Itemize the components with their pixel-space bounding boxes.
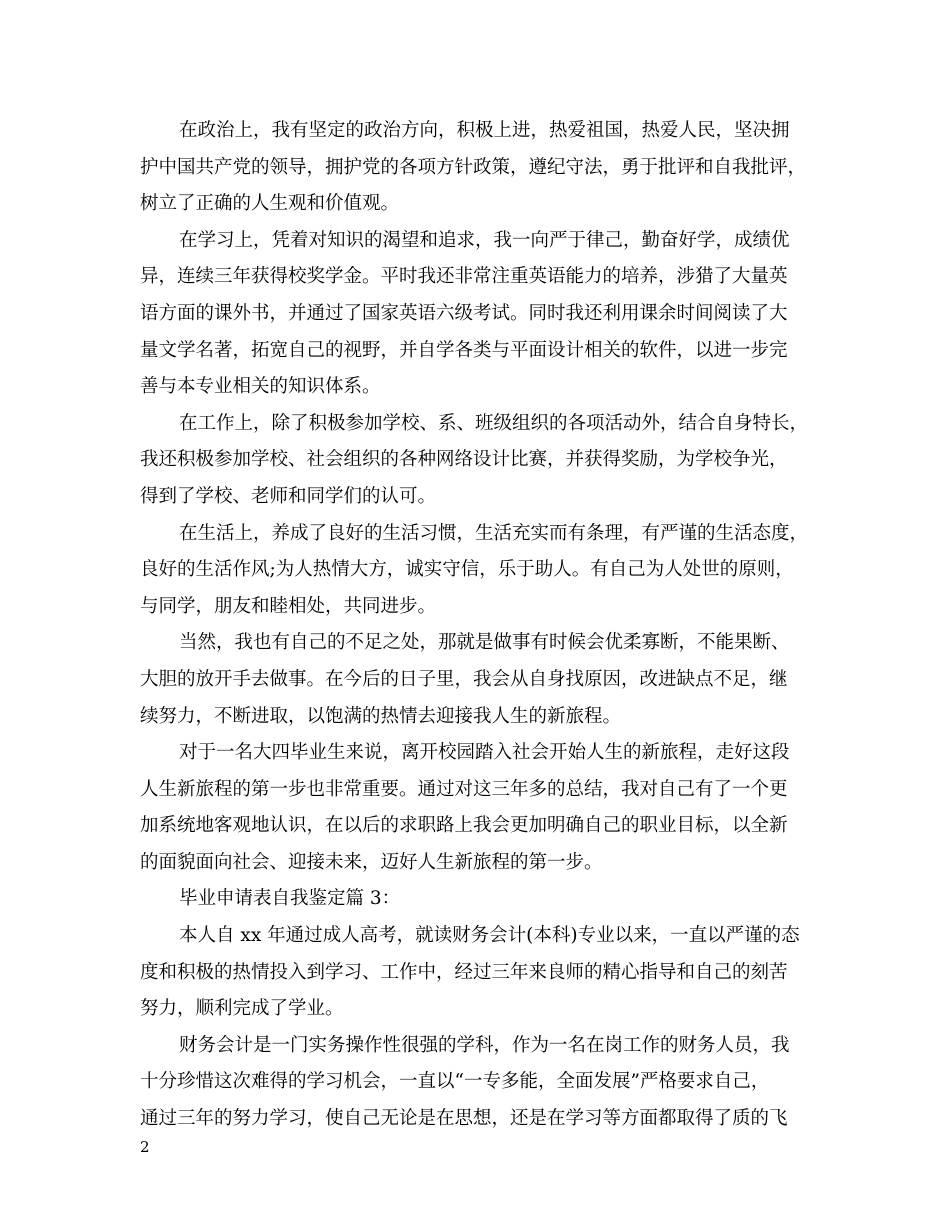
paragraph-line: 量文学名著，拓宽自己的视野，并自学各类与平面设计相关的软件，以进一步完 (140, 339, 788, 361)
paragraph-line: 善与本专业相关的知识体系。 (140, 376, 381, 398)
paragraph-line: 在学习上，凭着对知识的渴望和追求，我一向严于律己，勤奋好学，成绩优 (179, 229, 790, 251)
paragraph-line: 十分珍惜这次难得的学习机会，一直以“一专多能，全面发展”严格要求自己， (140, 1071, 770, 1093)
paragraph-line: 续努力，不断进取，以饱满的热情去迎接我人生的新旅程。 (140, 705, 622, 727)
paragraph-line: 本人自 xx 年通过成人高考，就读财务会计(本科)专业以来，一直以严谨的态 (179, 925, 800, 947)
paragraph-line: 的面貌面向社会、迎接未来，迈好人生新旅程的第一步。 (140, 851, 603, 873)
paragraph-line: 在工作上，除了积极参加学校、系、班级组织的各项活动外，结合自身特长， (179, 412, 809, 434)
paragraph-line: 大胆的放开手去做事。在今后的日子里，我会从自身找原因，改进缺点不足，继 (140, 668, 788, 690)
paragraph-line: 努力，顺利完成了学业。 (140, 998, 344, 1020)
paragraph-line: 得到了学校、老师和同学们的认可。 (140, 485, 437, 507)
paragraph-line: 树立了正确的人生观和价值观。 (140, 193, 400, 215)
paragraph-line: 良好的生活作风;为人热情大方，诚实守信，乐于助人。有自己为人处世的原则， (140, 559, 794, 581)
document-body (140, 113, 830, 1138)
paragraph-line: 加系统地客观地认识，在以后的求职路上我会更加明确自己的职业目标，以全新 (140, 815, 788, 837)
paragraph-line: 财务会计是一门实务操作性很强的学科，作为一名在岗工作的财务人员，我 (179, 1034, 790, 1056)
paragraph-line: 护中国共产党的领导，拥护党的各项方针政策，遵纪守法，勇于批评和自我批评， (140, 156, 807, 178)
section-heading: 毕业申请表自我鉴定篇 3： (179, 888, 401, 910)
paragraph-line: 语方面的课外书，并通过了国家英语六级考试。同时我还利用课余时间阅读了大 (140, 302, 788, 324)
paragraph-line: 与同学，朋友和睦相处，共同进步。 (140, 595, 437, 617)
paragraph-line: 度和积极的热情投入到学习、工作中，经过三年来良师的精心指导和自己的刻苦 (140, 961, 788, 983)
paragraph-line: 通过三年的努力学习，使自己无论是在思想，还是在学习等方面都取得了质的飞 (140, 1108, 788, 1130)
paragraph-line: 人生新旅程的第一步也非常重要。通过对这三年多的总结，我对自己有了一个更 (140, 778, 788, 800)
paragraph-line: 对于一名大四毕业生来说，离开校园踏入社会开始人生的新旅程，走好这段 (179, 742, 790, 764)
paragraph-line: 在政治上，我有坚定的政治方向，积极上进，热爱祖国，热爱人民，坚决拥 (179, 120, 790, 141)
paragraph-line: 异，连续三年获得校奖学金。平时我还非常注重英语能力的培养，涉猎了大量英 (140, 266, 788, 288)
paragraph-line: 在生活上，养成了良好的生活习惯，生活充实而有条理，有严谨的生活态度， (179, 522, 809, 544)
page-number: 2 (140, 1138, 150, 1156)
paragraph-line: 我还积极参加学校、社会组织的各种网络设计比赛，并获得奖励，为学校争光， (140, 449, 788, 471)
paragraph-line: 当然，我也有自己的不足之处，那就是做事有时候会优柔寡断，不能果断、 (179, 632, 790, 654)
